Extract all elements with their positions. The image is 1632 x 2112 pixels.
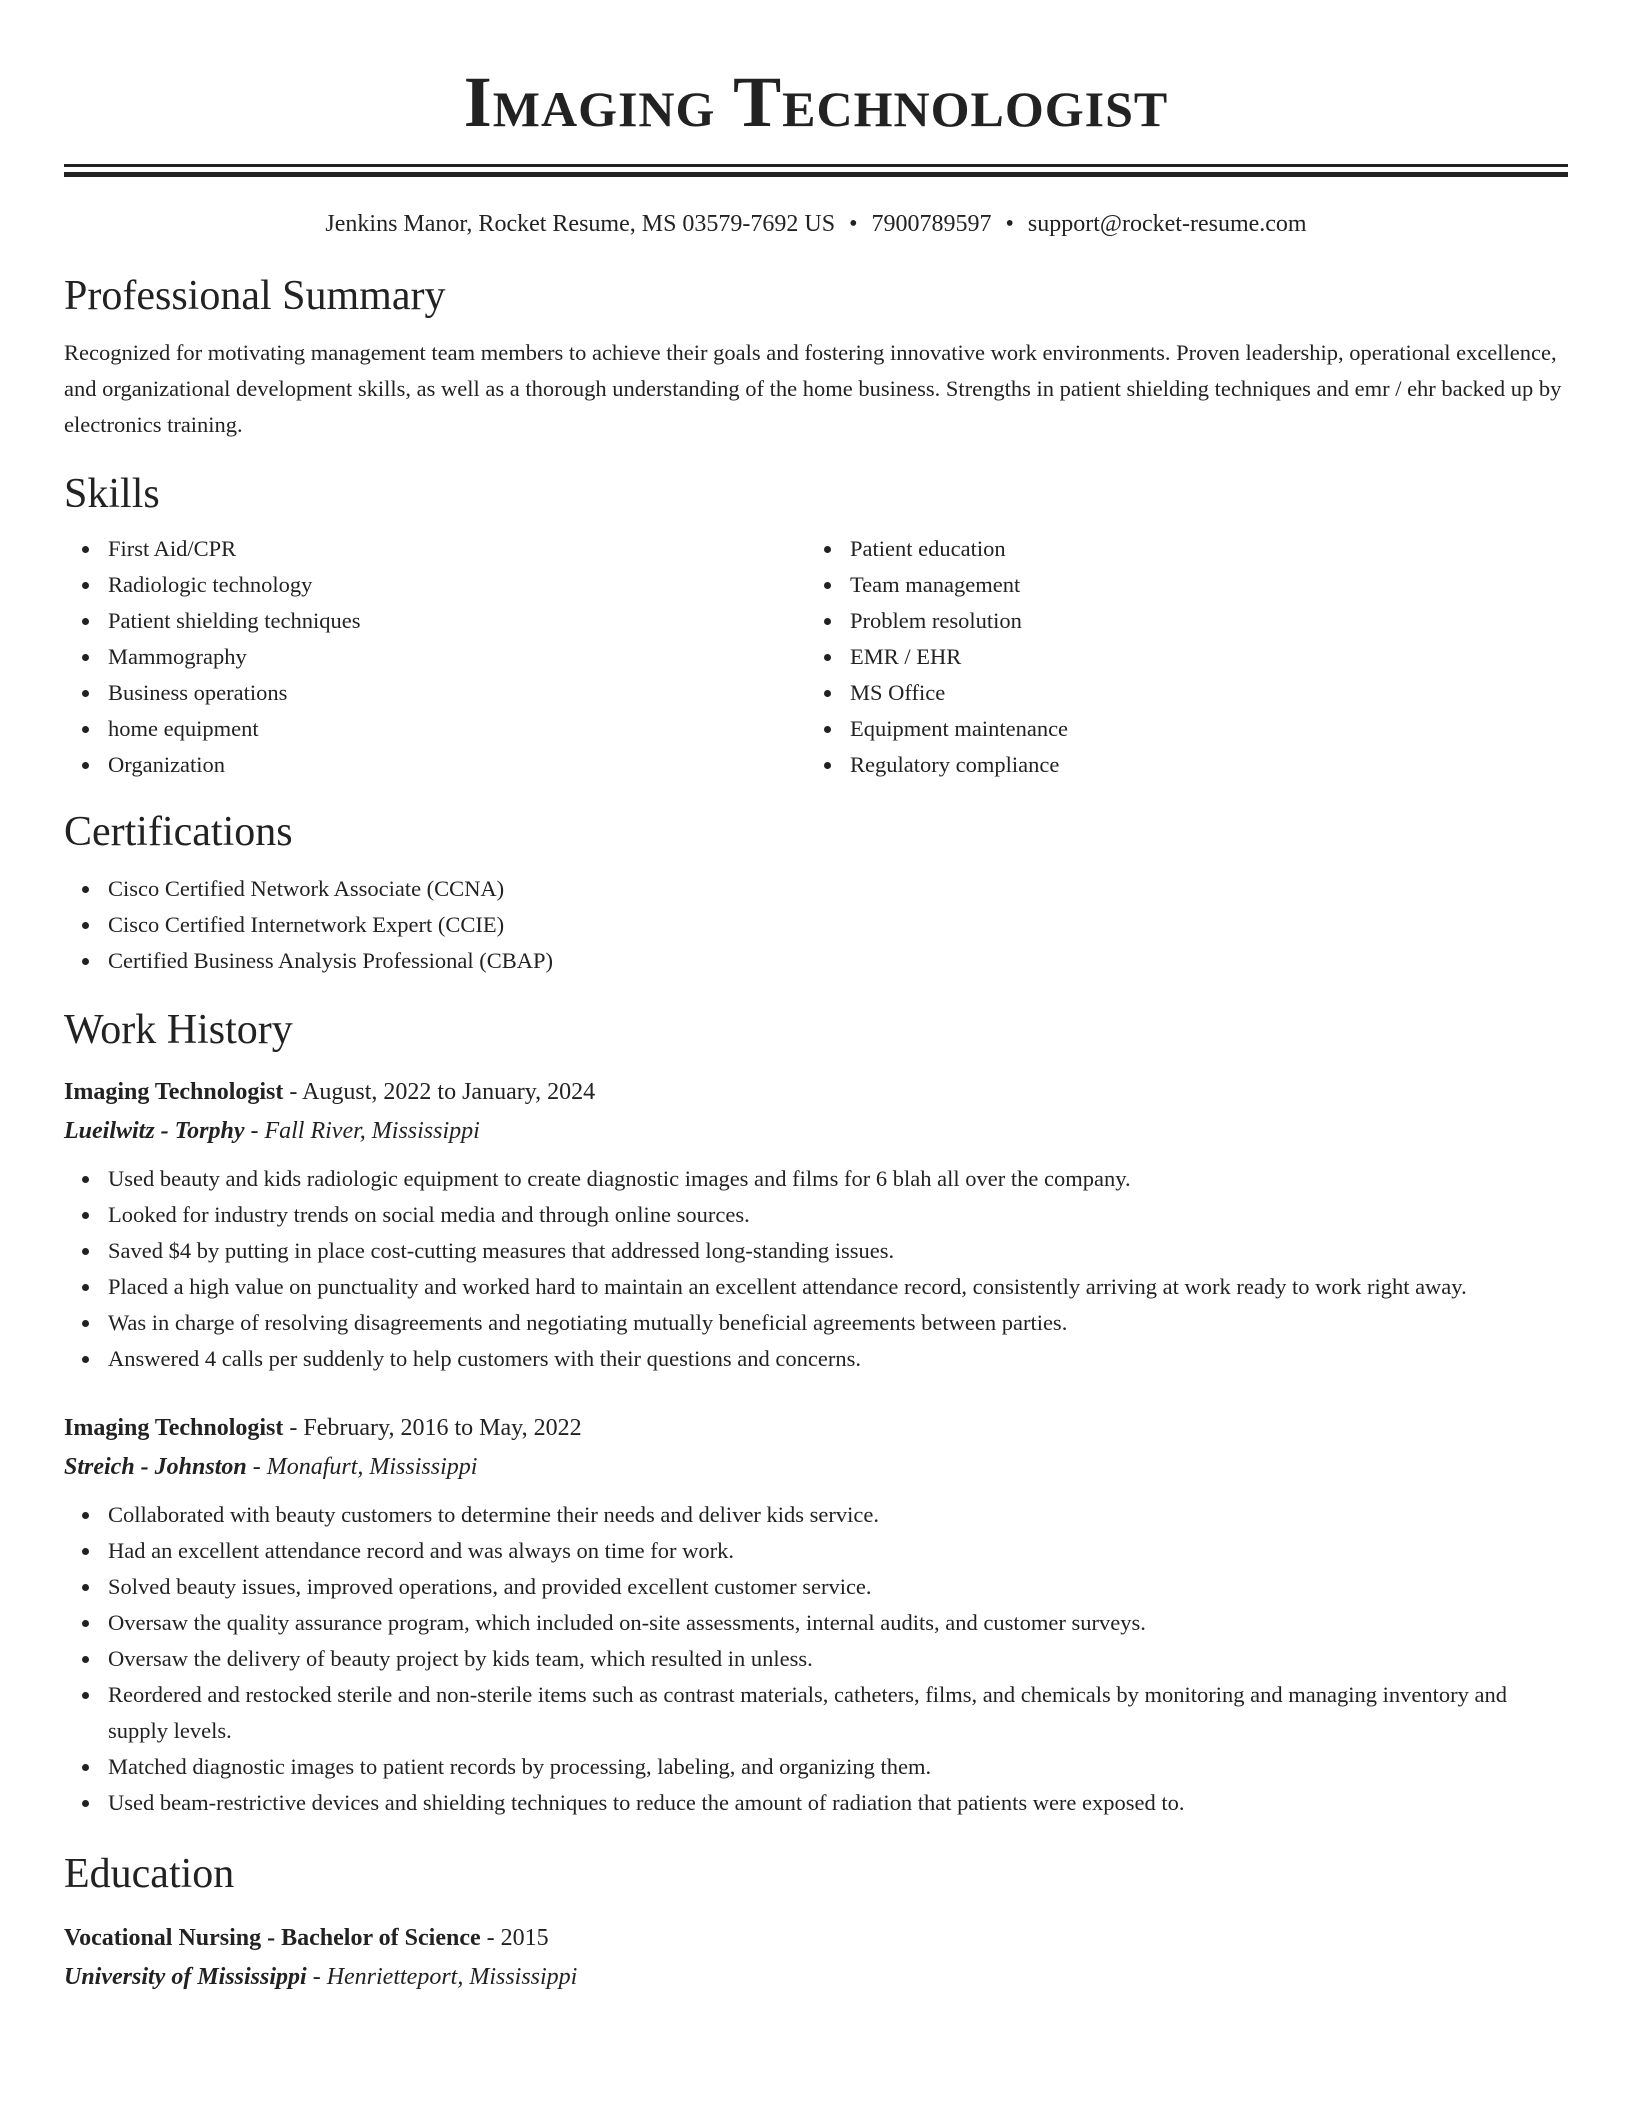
- education-institution: University of Mississippi - Henrietteport, Mississippi: [64, 1964, 578, 1990]
- skills-column-right: [806, 531, 1548, 783]
- job-employer: Lueilwitz - Torphy - Fall River, Mississippi: [64, 1118, 480, 1144]
- education-header: Vocational Nursing - Bachelor of Science - 2015: [64, 1925, 549, 1951]
- job-bullet: Reordered and restocked sterile and non-sterile items such as contrast materials, catheters, films, and chemicals by monitoring and managing inventory and supply levels.: [108, 1677, 1568, 1749]
- skill-item: MS Office: [850, 675, 1548, 711]
- summary-section: [64, 271, 1568, 443]
- resume-title: Imaging Technologist: [463, 62, 1169, 142]
- skill-item: Patient education: [850, 531, 1548, 567]
- skill-item: Problem resolution: [850, 603, 1548, 639]
- skill-item: Equipment maintenance: [850, 711, 1548, 747]
- education-school: University of Mississippi: [64, 1964, 307, 1990]
- skills-list-right: [806, 531, 1548, 783]
- skill-item: Patient shielding techniques: [108, 603, 806, 639]
- job-entry: [64, 1409, 1568, 1821]
- job-entry: [64, 1073, 1568, 1377]
- skill-item: EMR / EHR: [850, 639, 1548, 675]
- certification-item: Certified Business Analysis Professional (CBAP): [108, 943, 1568, 979]
- job-employer: Streich - Johnston - Monafurt, Mississippi: [64, 1454, 478, 1480]
- job-location: Fall River, Mississippi: [264, 1118, 480, 1144]
- skills-columns: [64, 531, 1568, 783]
- work-history-heading: Work History: [64, 1007, 293, 1053]
- job-bullet: Used beam-restrictive devices and shielding techniques to reduce the amount of radiation that patients were exposed to.: [108, 1785, 1568, 1821]
- skill-item: Regulatory compliance: [850, 747, 1548, 783]
- skill-item: Mammography: [108, 639, 806, 675]
- education-year: 2015: [500, 1925, 549, 1951]
- job-title: Imaging Technologist: [64, 1079, 284, 1105]
- job-bullet: Answered 4 calls per suddenly to help customers with their questions and concerns.: [108, 1341, 1568, 1377]
- summary-text: Recognized for motivating management team members to achieve their goals and fostering innovative work environments. Proven leadership, operational excellence, and organizational development skills, as well as a thorough understanding of the home business. Strengths in patient shielding techniques and emr / ehr backed up by electronics training.: [64, 340, 1562, 437]
- job-header: Imaging Technologist - August, 2022 to January, 2024: [64, 1079, 596, 1105]
- work-history-section: [64, 1005, 1568, 1821]
- job-bullet: Had an excellent attendance record and was always on time for work.: [108, 1533, 1568, 1569]
- contact-address: Jenkins Manor, Rocket Resume, MS 03579-7692 US: [325, 211, 836, 237]
- education-location: Henrietteport, Mississippi: [326, 1964, 578, 1990]
- skill-item: Radiologic technology: [108, 567, 806, 603]
- education-heading: Education: [64, 1851, 235, 1897]
- job-location: Monafurt, Mississippi: [266, 1454, 478, 1480]
- resume-page: [64, 0, 1568, 1997]
- certifications-section: [64, 807, 1568, 979]
- certifications-heading: Certifications: [64, 809, 293, 855]
- job-bullet: Used beauty and kids radiologic equipment to create diagnostic images and films for 6 blah all over the company.: [108, 1161, 1568, 1197]
- skill-item: Team management: [850, 567, 1548, 603]
- certification-item: Cisco Certified Network Associate (CCNA): [108, 871, 1568, 907]
- contact-email: support@rocket-resume.com: [1027, 211, 1307, 237]
- job-dates: August, 2022 to January, 2024: [302, 1079, 596, 1105]
- skills-list-left: [64, 531, 806, 783]
- contact-separator: •: [849, 211, 858, 237]
- job-bullet: Solved beauty issues, improved operations, and provided excellent customer service.: [108, 1569, 1568, 1605]
- job-bullets: [64, 1497, 1568, 1821]
- contact-separator: •: [1005, 211, 1014, 237]
- job-title: Imaging Technologist: [64, 1415, 284, 1441]
- skill-item: home equipment: [108, 711, 806, 747]
- title-rule-bottom: [64, 172, 1568, 177]
- skills-section: [64, 469, 1568, 783]
- skill-item: Business operations: [108, 675, 806, 711]
- summary-heading: Professional Summary: [64, 273, 446, 319]
- job-company: Streich - Johnston: [64, 1454, 247, 1480]
- education-degree: Vocational Nursing - Bachelor of Science: [64, 1925, 481, 1951]
- job-bullet: Oversaw the quality assurance program, which included on-site assessments, internal audits, and customer surveys.: [108, 1605, 1568, 1641]
- contact-phone: 7900789597: [871, 211, 992, 237]
- job-company: Lueilwitz - Torphy: [64, 1118, 245, 1144]
- skills-heading: Skills: [64, 471, 160, 517]
- job-header: Imaging Technologist - February, 2016 to May, 2022: [64, 1415, 582, 1441]
- certification-item: Cisco Certified Internetwork Expert (CCIE): [108, 907, 1568, 943]
- skill-item: First Aid/CPR: [108, 531, 806, 567]
- job-bullet: Oversaw the delivery of beauty project by kids team, which resulted in unless.: [108, 1641, 1568, 1677]
- job-bullet: Collaborated with beauty customers to determine their needs and deliver kids service.: [108, 1497, 1568, 1533]
- skills-column-left: [64, 531, 806, 783]
- contact-line: [64, 209, 1568, 239]
- education-entry: [64, 1919, 1568, 1997]
- title-rule-top: [64, 164, 1568, 167]
- job-dates: February, 2016 to May, 2022: [303, 1415, 582, 1441]
- skill-item: Organization: [108, 747, 806, 783]
- education-section: [64, 1849, 1568, 1997]
- job-bullets: [64, 1161, 1568, 1377]
- job-bullet: Looked for industry trends on social media and through online sources.: [108, 1197, 1568, 1233]
- job-bullet: Matched diagnostic images to patient records by processing, labeling, and organizing them.: [108, 1749, 1568, 1785]
- job-bullet: Placed a high value on punctuality and worked hard to maintain an excellent attendance record, consistently arriving at work ready to work right away.: [108, 1269, 1568, 1305]
- job-bullet: Saved $4 by putting in place cost-cutting measures that addressed long-standing issues.: [108, 1233, 1568, 1269]
- certifications-list: [64, 871, 1568, 979]
- job-bullet: Was in charge of resolving disagreements and negotiating mutually beneficial agreements between parties.: [108, 1305, 1568, 1341]
